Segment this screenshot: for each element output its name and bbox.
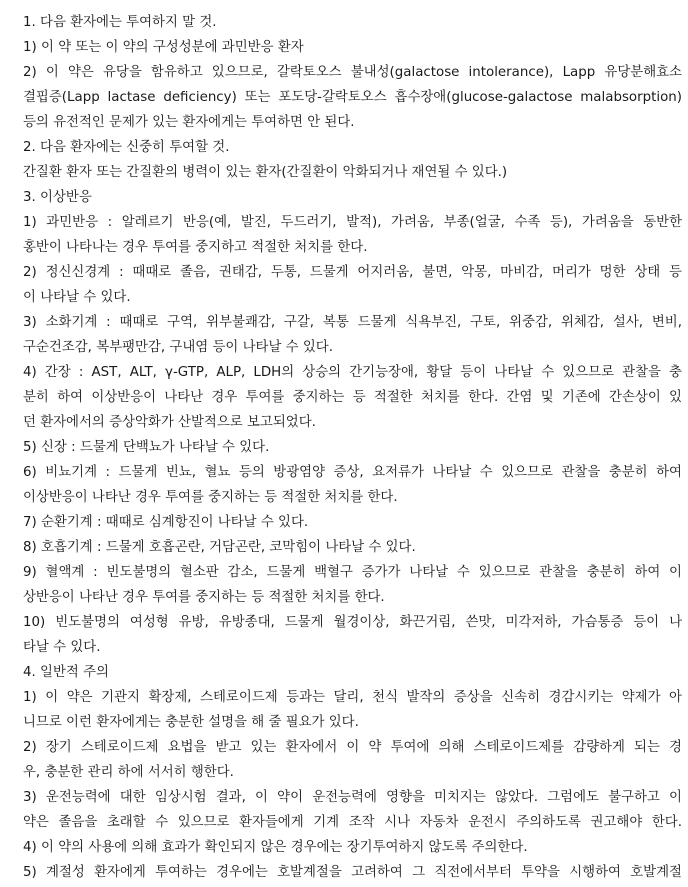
text-line-13: 3) 소화기계 : 때때로 구역, 위부불쾌감, 구갈, 복통 드물게 식욕부진, 구토, 위중감, 위체감, 설사, 변비,: [23, 315, 682, 330]
text-line-1: 1. 다음 환자에는 투여하지 말 것.: [23, 15, 217, 30]
text-line-8: 3. 이상반응: [23, 190, 92, 205]
text-line-29: 니므로 이런 환자에게는 충분한 설명을 해 줄 필요가 있다.: [23, 715, 359, 730]
text-line-28: 1) 이 약은 기관지 확장제, 스테로이드제 등과는 달리, 천식 발작의 증상을 신속히 경감시키는 약제가 아: [23, 690, 682, 705]
text-line-19: 6) 비뇨기계 : 드물게 빈뇨, 혈뇨 등의 방광염양 증상, 요저류가 나타날 수 있으므로 관찰을 충분히 하여: [23, 465, 682, 480]
text-line-11: 2) 정신신경계 : 때때로 졸음, 권태감, 두통, 드물게 어지러움, 불면, 악몽, 마비감, 머리가 멍한 상태 등: [23, 265, 682, 280]
text-line-33: 약은 졸음을 초래할 수 있으므로 환자들에게 기계 조작 시나 자동차 운전시 주의하도록 권고해야 한다.: [23, 815, 682, 830]
text-line-24: 상반응이 나타난 경우 투여를 중지하는 등 적절한 처치를 한다.: [23, 590, 385, 605]
text-line-12: 이 나타날 수 있다.: [23, 290, 131, 305]
text-line-3: 2) 이 약은 유당을 함유하고 있으므로, 갈락토오스 불내성(galactose intolerance), Lapp 유당분해효소: [23, 65, 682, 80]
text-line-15: 4) 간장 : AST, ALT, γ-GTP, ALP, LDH의 상승의 간기능장애, 황달 등이 나타날 수 있으므로 관찰을 충: [23, 365, 682, 380]
text-line-16: 분히 하여 이상반응이 나타난 경우 투여를 중지하는 등 적절한 처치를 한다. 간염 및 기존에 간손상이 있: [23, 390, 682, 405]
text-line-17: 던 환자에서의 증상악화가 산발적으로 보고되었다.: [23, 415, 316, 430]
text-line-21: 7) 순환기계 : 때때로 심계항진이 나타날 수 있다.: [23, 515, 309, 530]
text-line-10: 홍반이 나타나는 경우 투여를 중지하고 적절한 처치를 한다.: [23, 240, 368, 255]
text-line-18: 5) 신장 : 드물게 단백뇨가 나타날 수 있다.: [23, 440, 270, 455]
text-line-35: 5) 계절성 환자에게 투여하는 경우에는 호발계절을 고려하여 그 직전에서부터 투약을 시행하여 호발계절: [23, 865, 682, 880]
text-line-4: 결핍증(Lapp lactase deficiency) 또는 포도당-갈락토오스 흡수장애(glucose-galactose malabsorption): [23, 90, 682, 105]
text-line-14: 구순건조감, 복부팽만감, 구내염 등이 나타날 수 있다.: [23, 340, 333, 355]
text-line-32: 3) 운전능력에 대한 임상시험 결과, 이 약이 운전능력에 영향을 미치지는 않았다. 그럼에도 불구하고 이: [23, 790, 682, 805]
text-line-30: 2) 장기 스테로이드제 요법을 받고 있는 환자에서 이 약 투여에 의해 스테로이드제를 감량하게 되는 경: [23, 740, 682, 755]
text-line-27: 4. 일반적 주의: [23, 665, 109, 680]
text-line-20: 이상반응이 나타난 경우 투여를 중지하는 등 적절한 처치를 한다.: [23, 490, 398, 505]
text-line-26: 타날 수 있다.: [23, 640, 101, 655]
text-line-6: 2. 다음 환자에는 신중히 투여할 것.: [23, 140, 230, 155]
text-line-23: 9) 혈액계 : 빈도불명의 혈소판 감소, 드물게 백혈구 증가가 나타날 수 있으므로 관찰을 충분히 하여 이: [23, 565, 682, 580]
text-line-31: 우, 충분한 관리 하에 서서히 행한다.: [23, 765, 234, 780]
text-line-7: 간질환 환자 또는 간질환의 병력이 있는 환자(간질환이 악화되거나 재연될 수 있다.): [23, 165, 508, 180]
text-line-5: 등의 유전적인 문제가 있는 환자에게는 투여하면 안 된다.: [23, 115, 355, 130]
text-line-2: 1) 이 약 또는 이 약의 구성성분에 과민반응 환자: [23, 40, 304, 55]
text-line-22: 8) 호흡기계 : 드물게 호흡곤란, 거담곤란, 코막힘이 나타날 수 있다.: [23, 540, 416, 555]
text-line-9: 1) 과민반응 : 알레르기 반응(예, 발진, 두드러기, 발적), 가려움, 부종(얼굴, 수족 등), 가려움을 동반한: [23, 215, 682, 230]
text-line-34: 4) 이 약의 사용에 의해 효과가 확인되지 않은 경우에는 장기투여하지 않도록 주의한다.: [23, 840, 528, 855]
text-line-25: 10) 빈도불명의 여성형 유방, 유방종대, 드물게 월경이상, 화끈거림, 쓴맛, 미각저하, 가슴통증 등이 나: [23, 615, 682, 630]
